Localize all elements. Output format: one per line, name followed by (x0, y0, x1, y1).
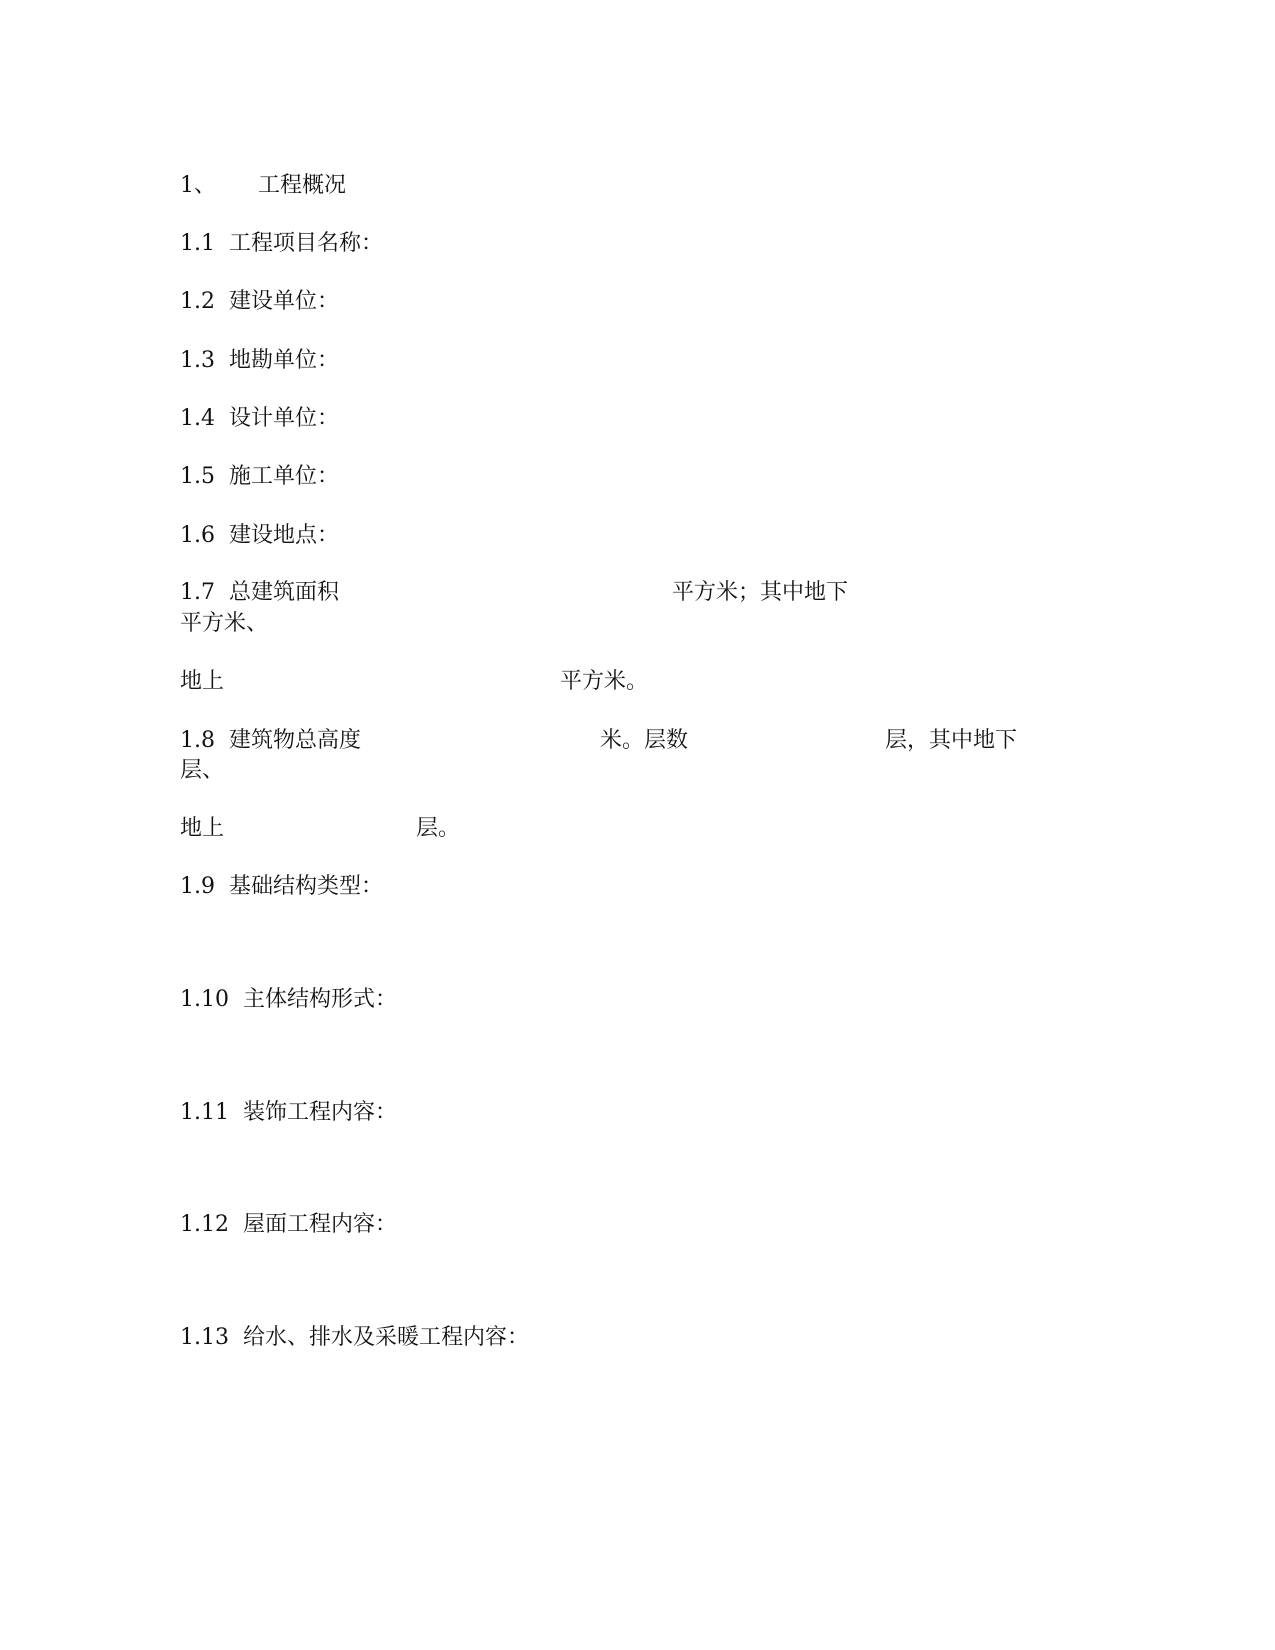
area-above-ground-label: 地上 (180, 669, 225, 694)
item-number: 1.2 (180, 289, 215, 314)
item-contractor-unit (180, 464, 339, 490)
item-roofing-work (180, 1212, 397, 1238)
item-building-height-line1 (180, 728, 361, 754)
item-number: 1.11 (180, 1100, 229, 1125)
area-unit-underground-label: 平方米；其中地下 (672, 580, 849, 605)
item-number: 1.3 (180, 348, 215, 373)
section-number: 1、 (180, 173, 216, 198)
item-label: 基础结构类型： (229, 874, 384, 899)
item-survey-unit (180, 348, 339, 374)
item-label: 建设单位： (229, 289, 340, 314)
item-decoration-work (180, 1100, 397, 1126)
floors-above-ground-unit: 层。 (416, 816, 461, 841)
item-construction-unit (180, 289, 339, 315)
item-total-area-line1 (180, 580, 339, 606)
item-label: 地勘单位： (229, 348, 340, 373)
item-project-name (180, 231, 383, 257)
floors-above-ground-label: 地上 (180, 816, 225, 841)
item-number: 1.5 (180, 464, 215, 489)
item-number: 1.9 (180, 874, 215, 899)
item-number: 1.1 (180, 231, 215, 256)
item-label: 给水、排水及采暖工程内容： (242, 1325, 529, 1350)
item-plumbing-heating-work (180, 1325, 529, 1351)
item-number: 1.6 (180, 523, 215, 548)
item-label: 工程项目名称： (229, 231, 384, 256)
floors-underground-label: 层，其中地下 (885, 728, 1018, 753)
item-number: 1.4 (180, 406, 215, 431)
section-title: 工程概况 (258, 173, 347, 198)
item-label: 施工单位： (229, 464, 340, 489)
item-number: 1.8 (180, 728, 215, 753)
item-number: 1.12 (180, 1212, 229, 1237)
section-heading (180, 173, 346, 199)
area-wrap-unit: 平方米、 (180, 611, 269, 636)
item-number: 1.10 (180, 987, 229, 1012)
floors-wrap-unit: 层、 (180, 758, 225, 783)
item-label: 主体结构形式： (242, 987, 397, 1012)
item-main-structure (180, 987, 397, 1013)
item-label: 建设地点： (229, 523, 340, 548)
item-label: 建筑物总高度 (229, 728, 362, 753)
item-label: 设计单位： (229, 406, 340, 431)
area-above-ground-unit: 平方米。 (560, 669, 649, 694)
item-design-unit (180, 406, 339, 432)
item-label: 屋面工程内容： (242, 1212, 397, 1237)
item-number: 1.13 (180, 1325, 229, 1350)
item-site-location (180, 523, 339, 549)
item-label: 总建筑面积 (229, 580, 340, 605)
height-unit-floors-label: 米。层数 (600, 728, 689, 753)
item-label: 装饰工程内容： (242, 1100, 397, 1125)
item-number: 1.7 (180, 580, 215, 605)
item-foundation-type (180, 874, 383, 900)
